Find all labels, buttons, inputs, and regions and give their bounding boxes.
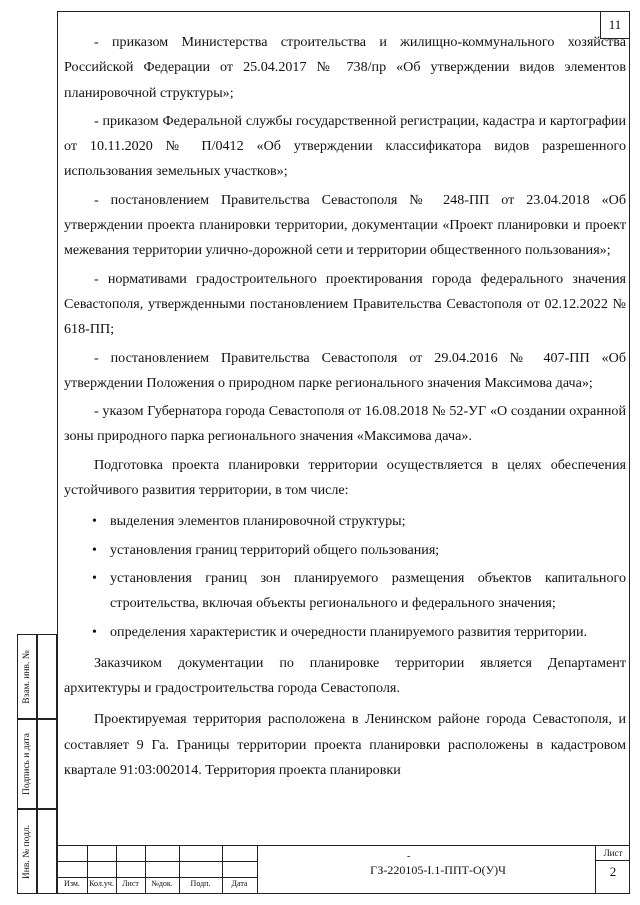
header-data: Дата [231, 879, 248, 888]
bullet-icon: • [92, 570, 97, 586]
paragraph: - приказом Министерства строительства и жилищно-коммунального хозяйства Российской Федерации от 25.04.2017 № 738/пр «Об утверждении видов элементов планировочной структуры»; [64, 34, 626, 101]
paragraph: Проектируемая территория расположена в Ленинском районе города Севастополя, и составляет 9 Га. Границы территории проекта планировки расположены в кадастровом квартале 91:03:002014. Территория проекта планировки [64, 711, 626, 779]
vzam-inv-label: Взам. инв. № [22, 649, 32, 704]
paragraph: Заказчиком документации по планировке территории является Департамент архитектуры и градостроительства города Севастополя. [64, 654, 626, 697]
bullet-list [64, 509, 626, 644]
header-podp: Подп. [190, 879, 211, 888]
list-item-text: определения характеристик и очередности планируемого развития территории. [110, 623, 588, 640]
list-item [64, 620, 626, 645]
side-stamp [17, 634, 57, 894]
header-kol-uch: Кол.уч. [89, 879, 114, 888]
list-item-text: выделения элементов планировочной структуры; [110, 513, 406, 530]
paragraph: - постановлением Правительства Севастополя № 248-ПП от 23.04.2018 «Об утверждении проекта планировки территории, документации «Проект планировки и проект межевания территории улично-дорожной сети и территории общественного пользования»; [64, 191, 626, 259]
list-item-text: установления границ зон планируемого размещения объектов капитального строительства, включая объекты регионального и федерального значения; [110, 569, 626, 612]
bullet-icon: • [92, 514, 97, 530]
document-code: ГЗ-220105-I.1-ППТ-О(У)Ч [370, 863, 506, 877]
list-item [64, 509, 626, 534]
dash-mark: - [407, 851, 411, 862]
paragraph: - указом Губернатора города Севастополя от 16.08.2018 № 52-УГ «О создании охранной зоны природного парка регионального значения «Максимова дача». [64, 403, 626, 445]
header-izm: Изм. [64, 879, 80, 888]
list-item-text: установления границ территорий общего пользования; [110, 541, 440, 558]
page-number: 11 [600, 11, 630, 39]
paragraph: - нормативами градостроительного проектирования города федерального значения Севастополя, утвержденными постановлением Правительства Севастополя от 02.12.2022 № 618-ПП; [64, 270, 626, 338]
inv-podl-label: Инв. № подл. [22, 824, 32, 879]
bullet-icon: • [92, 624, 97, 640]
sheet-number: 2 [609, 864, 617, 879]
document-body [64, 30, 626, 783]
title-block [57, 845, 630, 894]
list-item [64, 538, 626, 563]
paragraph: - приказом Федеральной службы государственной регистрации, кадастра и картографии от 10.11.2020 № П/0412 «Об утверждении классификатора видов разрешенного использования земельных участков»; [64, 112, 626, 180]
podpis-data-label: Подпись и дата [22, 732, 32, 796]
sheet-cell [595, 846, 630, 894]
paragraph: Подготовка проекта планировки территории осуществляется в целях обеспечения устойчивого развития территории, в том числе: [64, 456, 626, 499]
paragraph: - постановлением Правительства Севастополя от 29.04.2016 № 407-ПП «Об утверждении Положения о природном парке регионального значения Максимова дача»; [64, 349, 626, 391]
bullet-icon: • [92, 542, 97, 558]
header-ndok: №док. [151, 879, 173, 888]
list-item [64, 566, 626, 617]
header-list: Лист [122, 879, 139, 888]
sheet-label: Лист [596, 847, 630, 861]
